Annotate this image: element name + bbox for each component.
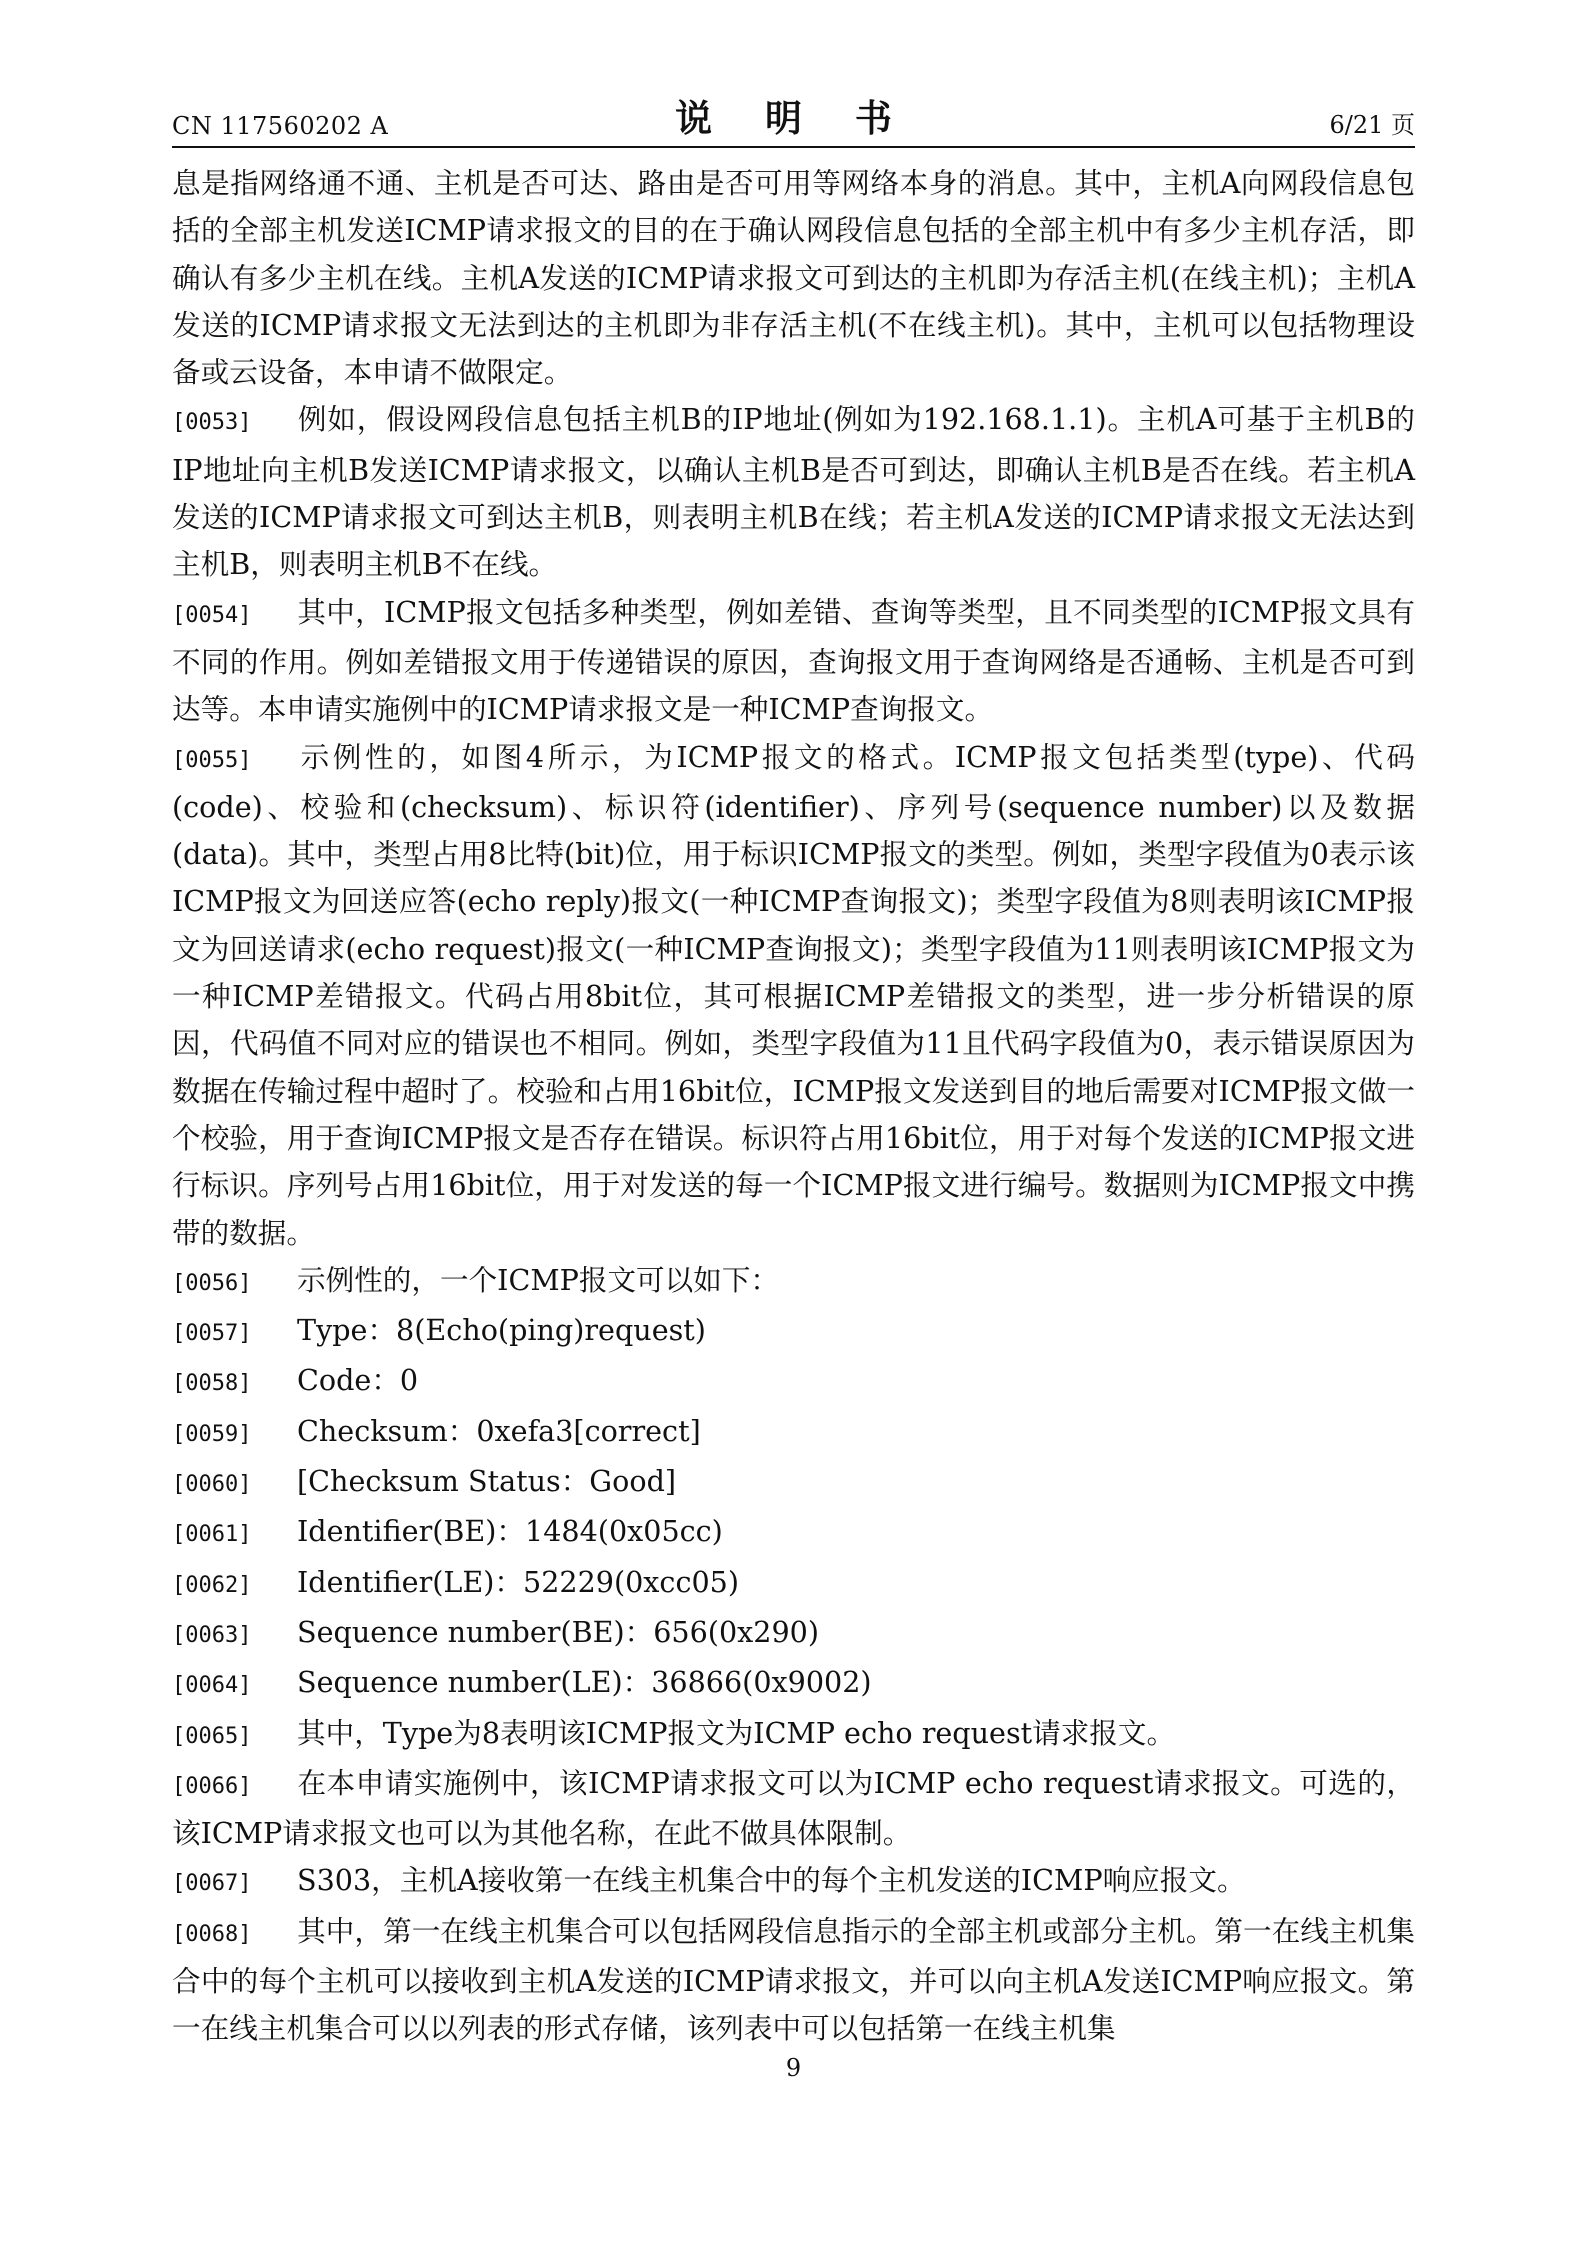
paragraph-number: [0065] <box>172 1723 252 1749</box>
paragraph-number: [0056] <box>172 1270 252 1296</box>
paragraph-0056 <box>172 1257 1415 1307</box>
paragraph-number: [0054] <box>172 602 252 628</box>
paragraph-text: Type：8(Echo(ping)request) <box>297 1313 706 1348</box>
paragraph-0064 <box>172 1659 1415 1709</box>
paragraph-0060 <box>172 1458 1415 1508</box>
paragraph-number: [0061] <box>172 1522 252 1548</box>
paragraph-text: Checksum：0xefa3[correct] <box>297 1413 701 1448</box>
paragraph-text: [Checksum Status：Good] <box>297 1464 677 1499</box>
paragraph-0055 <box>172 734 1415 1257</box>
page-indicator: 6/21 页 <box>1329 111 1415 139</box>
paragraph-text: Identifier(LE)：52229(0xcc05) <box>297 1564 740 1599</box>
paragraph-text: 示例性的，一个ICMP报文可以如下： <box>297 1262 780 1297</box>
paragraph-number: [0060] <box>172 1472 252 1498</box>
paragraph-0053 <box>172 396 1415 588</box>
paragraph-0068 <box>172 1908 1415 2053</box>
publication-number: CN 117560202 A <box>172 112 389 140</box>
page-header <box>172 92 1415 142</box>
paragraph-text: 息是指网络通不通、主机是否可达、路由是否可用等网络本身的消息。其中，主机A向网段信息包括的全部主机发送ICMP请求报文的目的在于确认网段信息包括的全部主机中有多少主机存活，即确认有多少主机在线。主机A发送的ICMP请求报文可到达的主机即为存活主机(在线主机)；主机A发送的ICMP请求报文无法到达的主机即为非存活主机(不在线主机)。其中，主机可以包括物理设备或云设备，本申请不做限定。 <box>172 166 1415 390</box>
paragraph-text: 例如，假设网段信息包括主机B的IP地址(例如为192.168.1.1)。主机A可基于主机B的IP地址向主机B发送ICMP请求报文，以确认主机B是否可到达，即确认主机B是否在线。若主机A发送的ICMP请求报文可到达主机B，则表明主机B在线；若主机A发送的ICMP请求报文无法达到主机B，则表明主机B不在线。 <box>172 402 1415 582</box>
paragraph-text: Identifier(BE)：1484(0x05cc) <box>297 1514 723 1549</box>
page-number: 9 <box>785 2054 802 2082</box>
paragraph-0061 <box>172 1508 1415 1558</box>
paragraph-number: [0059] <box>172 1421 252 1447</box>
paragraph-text: Code：0 <box>297 1363 419 1398</box>
paragraph-0065 <box>172 1710 1415 1760</box>
document-body <box>172 160 1415 2053</box>
paragraph-text: 其中，第一在线主机集合可以包括网段信息指示的全部主机或部分主机。第一在线主机集合中的每个主机可以接收到主机A发送的ICMP请求报文，并可以向主机A发送ICMP响应报文。第一在线主机集合可以以列表的形式存储，该列表中可以包括第一在线主机集 <box>172 1913 1415 2046</box>
paragraph-0058 <box>172 1357 1415 1407</box>
paragraph-text: 在本申请实施例中，该ICMP请求报文可以为ICMP echo request请求报文。可选的，该ICMP请求报文也可以为其他名称，在此不做具体限制。 <box>172 1765 1415 1851</box>
paragraph-continued <box>172 160 1415 396</box>
document-title: 说 明 书 <box>675 96 912 140</box>
paragraph-text: S303，主机A接收第一在线主机集合中的每个主机发送的ICMP响应报文。 <box>297 1863 1246 1898</box>
paragraph-text: Sequence number(BE)：656(0x290) <box>297 1614 820 1649</box>
paragraph-0067 <box>172 1857 1415 1907</box>
paragraph-number: [0066] <box>172 1773 252 1799</box>
paragraph-number: [0057] <box>172 1321 252 1347</box>
header-divider <box>172 146 1415 148</box>
paragraph-number: [0068] <box>172 1921 252 1947</box>
paragraph-text: 示例性的，如图4所示，为ICMP报文的格式。ICMP报文包括类型(type)、代码(code)、校验和(checksum)、标识符(identifier)、序列号(sequence number)以及数据(data)。其中，类型占用8比特(bit)位，用于标识ICMP报文的类型。例如，类型字段值为0表示该ICMP报文为回送应答(echo reply)报文(一种ICMP查询报文)；类型字段值为8则表明该ICMP报文为回送请求(echo request)报文(一种ICMP查询报文)；类型字段值为11则表明该ICMP报文为一种ICMP差错报文。代码占用8bit位，其可根据ICMP差错报文的类型，进一步分析错误的原因，代码值不同对应的错误也不相同。例如，类型字段值为11且代码字段值为0，表示错误原因为数据在传输过程中超时了。校验和占用16bit位，ICMP报文发送到目的地后需要对ICMP报文做一个校验，用于查询ICMP报文是否存在错误。标识符占用16bit位，用于对每个发送的ICMP报文进行标识。序列号占用16bit位，用于对发送的每一个ICMP报文进行编号。数据则为ICMP报文中携带的数据。 <box>172 739 1415 1250</box>
paragraph-0063 <box>172 1609 1415 1659</box>
paragraph-number: [0058] <box>172 1371 252 1397</box>
paragraph-0054 <box>172 589 1415 734</box>
paragraph-number: [0062] <box>172 1572 252 1598</box>
paragraph-text: 其中，ICMP报文包括多种类型，例如差错、查询等类型，且不同类型的ICMP报文具有不同的作用。例如差错报文用于传递错误的原因，查询报文用于查询网络是否通畅、主机是否可到达等。本申请实施例中的ICMP请求报文是一种ICMP查询报文。 <box>172 594 1415 727</box>
paragraph-text: Sequence number(LE)：36866(0x9002) <box>297 1665 872 1700</box>
paragraph-number: [0063] <box>172 1622 252 1648</box>
paragraph-number: [0055] <box>172 747 252 773</box>
paragraph-0057 <box>172 1307 1415 1357</box>
paragraph-text: 其中，Type为8表明该ICMP报文为ICMP echo request请求报文。 <box>297 1715 1176 1750</box>
paragraph-0066 <box>172 1760 1415 1858</box>
paragraph-0062 <box>172 1559 1415 1609</box>
paragraph-number: [0064] <box>172 1673 252 1699</box>
paragraph-0059 <box>172 1408 1415 1458</box>
paragraph-number: [0067] <box>172 1871 252 1897</box>
paragraph-number: [0053] <box>172 410 252 436</box>
